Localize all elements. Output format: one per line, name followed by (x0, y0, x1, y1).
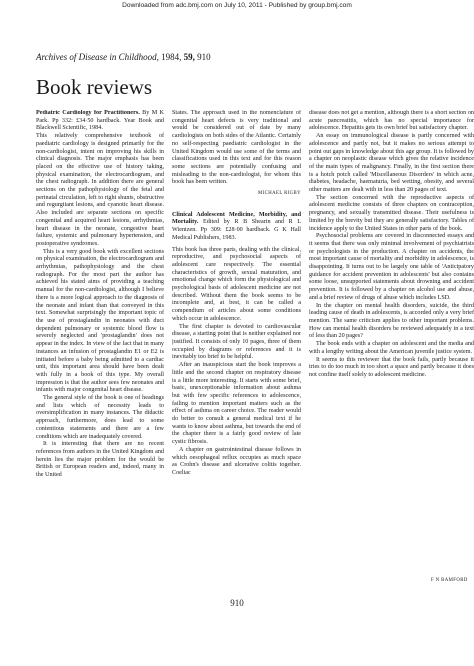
review-title: Clinical Adolescent Medicine, Morbidity, and Mortality. (172, 211, 301, 226)
paragraph: It is interesting that there are no recent references from authors in the United Kingdom and herein lies the major problem for the would be British or European readers and, indeed, many in the United (36, 441, 164, 479)
download-banner: Downloaded from adc.bmj.com on July 10, 2011 - Published by group.bmj.com (122, 2, 352, 9)
paragraph: The first chapter is devoted to cardiovascular disease, a starting point that is neither explained nor justified. It consists of only 10 pages, three of them occupied by diagrams or references and it is inevitably too brief to be helpful. (172, 323, 301, 361)
paragraph: This is a very good book with excellent sections on physical examination, the electrocardiogram and arrhythmias, pathophysiology and the chest radiograph. For the most part the author has achieved his stated aims of providing a teaching manual for the non-cardiologist, although I believe there is a more logical approach to the diagnosis of the neonate and infant than that conveyed in this text. Somewhat surprisingly the important topic of the use of prostaglandin in neonates with duct dependent pulmonary or systemic blood flow is severely neglected and 'prostaglandin' does not appear in the index. In view of the fact that in many instances an infusion of prostaglandin E1 or E2 is initiated before a baby being admitted to a cardiac unit, this important area should have been dealt with fully in a book of this type. My overall impression is that the author sees few neonates and infants with major congenital heart disease. (36, 248, 164, 394)
paragraph: An essay on immunological disease is partly concerned with adolescence and partly not, but it makes no serious attempt to point out gaps in knowledge about this age group. It is followed by a chapter on neoplastic disease which gives the relative incidence of the main types of malignancy. Finally, in the first section there is a hotch potch called 'Miscellaneous Disorders' in which acne, diabetes, headache, haematuria, bed wetting, obesity, and several other matters are dealt with in less than 20 pages of text. (309, 133, 474, 194)
review-details: Edited by R B Shearin and R L Wientzen. Pp 309: £28·00 hardback. G K Hall Medical Publishers, 1983. (172, 219, 301, 241)
journal-page: 910 (197, 52, 211, 62)
paragraph: After an inauspicious start the book improves a little and the second chapter on respiratory disease is a little more interesting. It starts with some brief, basic, unexceptionable information about asthma but with few specific references to adolescence, failing to mention important matters such as the effect of asthma on career choice. The reader would do better to consult a general medical text if he wants to know about asthma, but towards the end of the chapter there is a fairly good review of late cystic fibrosis. (172, 362, 301, 446)
journal-year: 1984, (161, 52, 182, 62)
column-middle (172, 110, 301, 596)
paragraph: States. The approach used in the nomenclature of congenital heart defects is very traditional and would be considered out of date by many cardiologists on both sides of the Atlantic. Certainly no self-respecting paediatric cardiologist in the United Kingdom would use some of the terms and classifications used in this text and for this reason some sections are potentially confusing and misleading to the non-cardiologist, for whom this book has been written. (172, 110, 301, 186)
paragraph: The general style of the book is one of headings and lists which of necessity leads to oversimplification in many instances. The didactic approach, furthermore, does lead to some contentious statements and there are a few conditions which are inadequately covered. (36, 395, 164, 440)
paragraph: In the chapter on mental health disorders, suicide, the third leading cause of death in adolescents, is accorded only a very brief mention. The same criticism applies to other important problems. How can mental health disorders be reviewed adequately in a text of less than 20 pages? (309, 302, 474, 340)
page-number: 910 (230, 598, 244, 608)
review-heading (172, 212, 301, 243)
reviewer-signature: MICHAEL RIGBY (258, 191, 301, 197)
paragraph: A chapter on gastrointestinal disease follows in which oesophageal reflux occupies as much space as Crohn's disease and ulcerative colitis together. Coeliac (172, 446, 301, 476)
section-title: Book reviews (36, 75, 153, 99)
review-title: Pediatric Cardiology for Practitioners. (36, 110, 140, 116)
review-details: By M K Park. Pp 332: £34·50 hardback. Year Book and Blackwell Scientific, 1984. (36, 110, 164, 132)
column-right (309, 110, 474, 620)
journal-volume: 59, (183, 52, 195, 62)
reviewer-signature: F N BAMFORD (431, 578, 468, 583)
paragraph: It seems to this reviewer that the book fails, partly because it tries to do too much in too short a space and partly because it does not confine itself solely to adolescent medicine. (309, 356, 474, 378)
journal-citation (36, 52, 211, 62)
paragraph: Psychosocial problems are covered in disconnected essays and it seems that there was only minimal involvement of psychiatrists or psychologists in the production. A chapter on accidents, the most important cause of mortality and morbidity in adolescence, is disappointing. It turns out to be largely one table of 'Anticipatory guidance for accident prevention in adolescents' but also contains some loose, unsupported statements about drowning and accident prevention. It is followed by a chapter on alcohol use and abuse, and a brief review of drugs of abuse which includes LSD. (309, 233, 474, 301)
paragraph: This book has three parts, dealing with the clinical, reproductive, and psychosocial aspects of adolescent care respectively. The essential characteristics of growth, sexual maturation, and emotional change which form the physiological and psychological basis of adolescent medicine are not described. Without them the book seems to be incomplete and, at best, it can be called a compendium of articles about some conditions which occur in adolescence. (172, 246, 301, 322)
journal-name: Archives of Disease in Childhood, (36, 52, 159, 62)
review-heading (36, 110, 164, 133)
paragraph: disease does not get a mention, although there is a short section on acute pancreatitis, which has no special importance for adolescence. Hepatitis gets its own brief but satisfactory chapter. (309, 110, 474, 132)
paragraph: The section concerned with the reproductive aspects of adolescent medicine consists of three chapters on contraception, pregnancy, and sexually transmitted disease. Their usefulness is limited by the brevity but they are generally satisfactory. Tables of incidence apply to the United States in other parts of the book. (309, 194, 474, 232)
column-left (36, 110, 164, 596)
paragraph: The book ends with a chapter on adolescent and the media and with a lengthy writing about the American juvenile justice system. (309, 341, 474, 355)
paragraph: This relatively comprehensive textbook of paediatric cardiology is designed primarily for the non-cardiologist, intent on improving his skills in clinical diagnosis. The major emphasis has been placed on the effective use of history taking, physical examination, the electrocardiogram, and the chest radiograph. In addition there are general sections on the pathophysiology of the fetal and perinatal circulation, left to right shunts, obstructive and regurgitant lesions, and cyanotic heart disease. Also included are separate sections on specific congenital and acquired heart lesions, arrhythmias, heart disease in the neonate, congestive heart failure, systemic and pulmonary hypertension, and postoperative syndromes. (36, 133, 164, 247)
